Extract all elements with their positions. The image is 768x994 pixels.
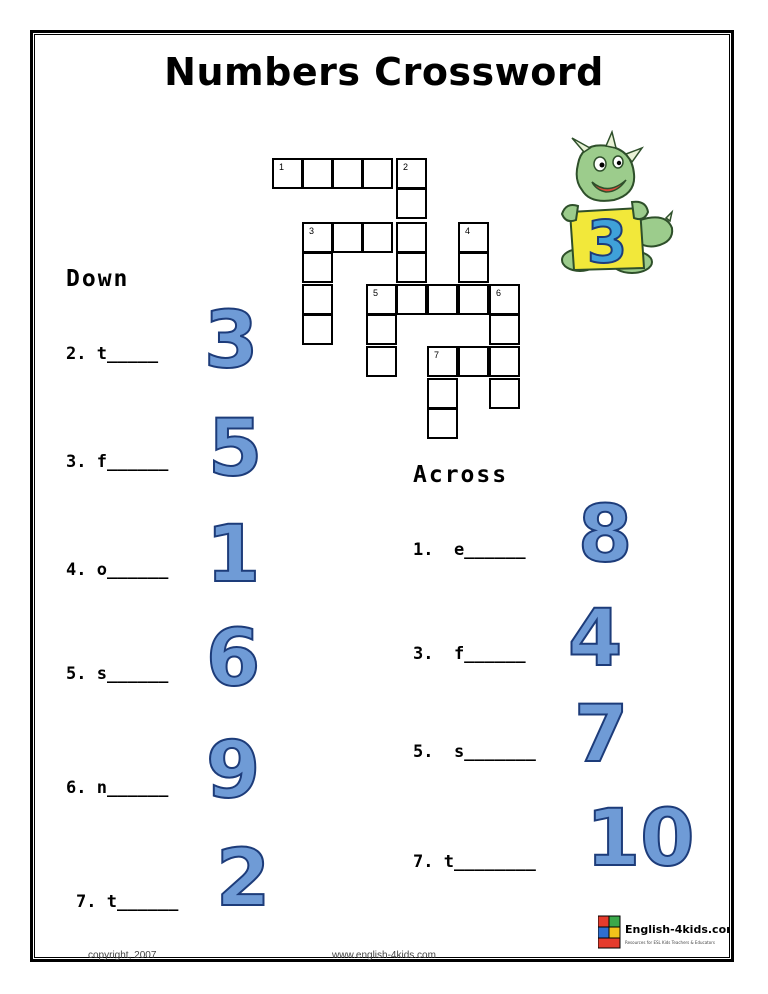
clue-number: 2 bbox=[403, 162, 409, 172]
grid-cell[interactable] bbox=[458, 284, 489, 315]
dino-block-number: 3 bbox=[586, 208, 628, 276]
answer-number: 4 bbox=[568, 594, 623, 684]
grid-cell[interactable] bbox=[396, 284, 427, 315]
english-4kids-logo[interactable] bbox=[598, 912, 730, 954]
grid-cell[interactable] bbox=[458, 222, 489, 253]
page-title: Numbers Crossword bbox=[164, 50, 604, 94]
down-clue: 2. t_____ bbox=[66, 344, 159, 364]
grid-cell[interactable] bbox=[427, 284, 458, 315]
clue-number: 4 bbox=[465, 226, 471, 236]
answer-number: 3 bbox=[204, 296, 259, 386]
grid-cell[interactable] bbox=[332, 222, 363, 253]
clue-number: 6 bbox=[496, 288, 502, 298]
copyright-text: copyright, 2007 bbox=[88, 950, 157, 961]
answer-number: 7 bbox=[574, 690, 629, 780]
site-url[interactable]: www.english-4kids.com bbox=[332, 950, 436, 961]
logo-graphic bbox=[598, 912, 730, 954]
grid-cell[interactable] bbox=[458, 252, 489, 283]
grid-cell[interactable] bbox=[366, 314, 397, 345]
grid-cell[interactable] bbox=[458, 346, 489, 377]
grid-cell[interactable] bbox=[427, 378, 458, 409]
grid-cell[interactable] bbox=[366, 284, 397, 315]
answer-number: 10 bbox=[586, 794, 695, 884]
logo-name: English-4kids.com bbox=[625, 923, 730, 936]
down-clue: 4. o______ bbox=[66, 560, 169, 580]
answer-number: 1 bbox=[206, 510, 261, 600]
grid-cell[interactable] bbox=[489, 346, 520, 377]
grid-cell[interactable] bbox=[302, 284, 333, 315]
clue-number: 7 bbox=[434, 350, 440, 360]
down-clue: 5. s______ bbox=[66, 664, 169, 684]
down-clue: 7. t______ bbox=[76, 892, 179, 912]
answer-number: 5 bbox=[208, 404, 263, 494]
grid-cell[interactable] bbox=[302, 314, 333, 345]
down-clue: 3. f______ bbox=[66, 452, 169, 472]
grid-cell[interactable] bbox=[489, 314, 520, 345]
across-clue: 7. t________ bbox=[413, 852, 536, 872]
grid-cell[interactable] bbox=[396, 158, 427, 189]
answer-number: 2 bbox=[216, 834, 271, 924]
logo-tagline: Resources for ESL Kids Teachers & Educators bbox=[625, 940, 715, 945]
grid-cell[interactable] bbox=[427, 408, 458, 439]
grid-cell[interactable] bbox=[396, 222, 427, 253]
grid-cell[interactable] bbox=[362, 158, 393, 189]
answer-number: 8 bbox=[578, 490, 633, 580]
grid-cell[interactable] bbox=[396, 188, 427, 219]
clue-number: 3 bbox=[309, 226, 315, 236]
grid-cell[interactable] bbox=[302, 252, 333, 283]
grid-cell[interactable] bbox=[302, 158, 333, 189]
across-heading: Across bbox=[413, 462, 509, 488]
across-clue: 3. f______ bbox=[413, 644, 526, 664]
across-clue: 1. e______ bbox=[413, 540, 526, 560]
grid-cell[interactable] bbox=[302, 222, 333, 253]
grid-cell[interactable] bbox=[489, 378, 520, 409]
grid-cell[interactable] bbox=[396, 252, 427, 283]
across-clue: 5. s_______ bbox=[413, 742, 536, 762]
dinosaur-illustration bbox=[548, 130, 684, 280]
grid-cell[interactable] bbox=[332, 158, 363, 189]
grid-cell[interactable] bbox=[272, 158, 303, 189]
answer-number: 9 bbox=[206, 726, 261, 816]
grid-cell[interactable] bbox=[427, 346, 458, 377]
grid-cell[interactable] bbox=[489, 284, 520, 315]
clue-number: 1 bbox=[279, 162, 285, 172]
answer-number: 6 bbox=[206, 614, 261, 704]
grid-cell[interactable] bbox=[366, 346, 397, 377]
down-heading: Down bbox=[66, 266, 130, 292]
down-clue: 6. n______ bbox=[66, 778, 169, 798]
clue-number: 5 bbox=[373, 288, 379, 298]
grid-cell[interactable] bbox=[362, 222, 393, 253]
